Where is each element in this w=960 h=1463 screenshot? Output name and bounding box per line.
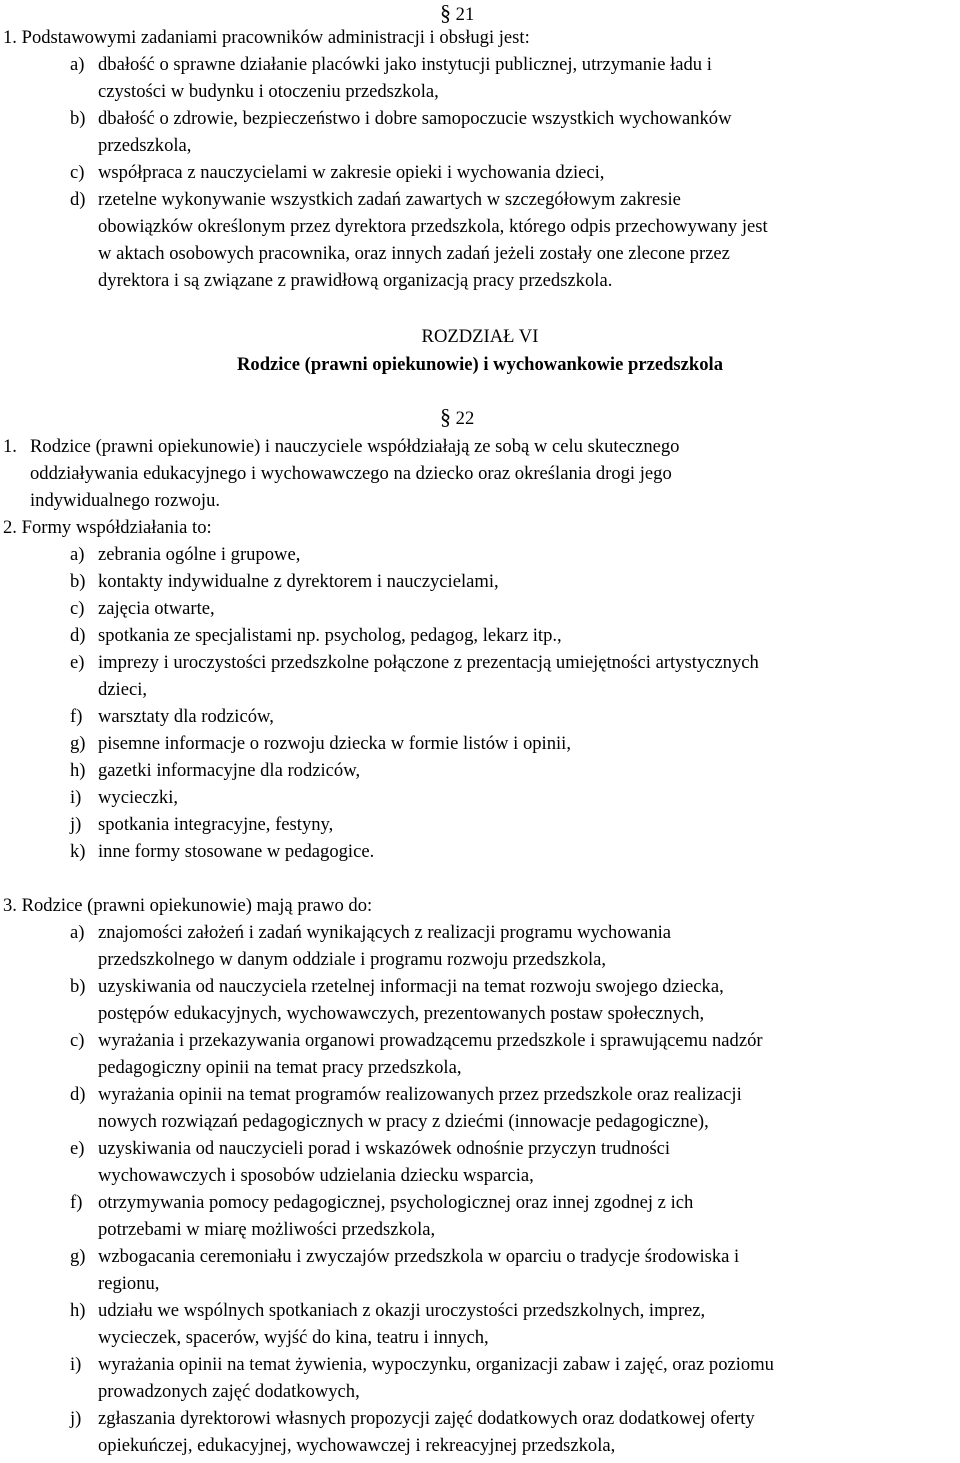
- list-marker: f): [70, 1192, 83, 1213]
- list-item-line: wyrażania opinii na temat żywienia, wypoczynku, organizacji zabaw i zajęć, oraz poziomu: [98, 1354, 774, 1375]
- list-item-line: inne formy stosowane w pedagogice.: [98, 841, 375, 862]
- list-item-line: otrzymywania pomocy pedagogicznej, psychologicznej oraz innej zgodnej z ich: [98, 1192, 694, 1213]
- list-marker: e): [70, 652, 85, 673]
- list-item-line: zebrania ogólne i grupowe,: [98, 544, 301, 565]
- paragraph-text: Formy współdziałania to:: [21, 517, 212, 538]
- list-item-line: wyrażania opinii na temat programów realizowanych przez przedszkole oraz realizacji: [98, 1084, 742, 1105]
- list-item-line: czystości w budynku i otoczeniu przedszkola,: [98, 81, 439, 102]
- section-number: 22: [455, 408, 475, 429]
- list-item-line: prowadzonych zajęć dodatkowych,: [98, 1381, 360, 1402]
- section-heading-22: [440, 404, 474, 432]
- list-item-line: wychowawczych i sposobów udzielania dziecku wsparcia,: [98, 1165, 534, 1186]
- list-item-line: przedszkolnego w danym oddziale i programu rozwoju przedszkola,: [98, 949, 607, 970]
- section-heading-21: [440, 0, 474, 28]
- list-marker: a): [70, 544, 85, 565]
- chapter-title: Rodzice (prawni opiekunowie) i wychowankowie przedszkola: [236, 354, 724, 375]
- list-item-line: udziału we wspólnych spotkaniach z okazji uroczystości przedszkolnych, imprez,: [98, 1300, 706, 1321]
- paragraph-text: Podstawowymi zadaniami pracowników administracji i obsługi jest:: [21, 27, 530, 48]
- list-item-line: uzyskiwania od nauczycieli porad i wskazówek odnośnie przyczyn trudności: [98, 1138, 671, 1159]
- list-item-line: obowiązków określonym przez dyrektora przedszkola, którego odpis przechowywany jest: [98, 216, 768, 237]
- list-marker: a): [70, 922, 85, 943]
- list-item-line: dyrektora i są związane z prawidłową organizacją pracy przedszkola.: [98, 270, 613, 291]
- list-item-line: spotkania ze specjalistami np. psycholog, pedagog, lekarz itp.,: [98, 625, 562, 646]
- list-item-line: zgłaszania dyrektorowi własnych propozycji zajęć dodatkowych oraz dodatkowej oferty: [98, 1408, 755, 1429]
- list-marker: d): [70, 625, 86, 646]
- list-marker: a): [70, 54, 85, 75]
- list-item-line: znajomości założeń i zadań wynikających z realizacji programu wychowania: [98, 922, 672, 943]
- list-marker: d): [70, 189, 86, 210]
- list-marker: e): [70, 1138, 85, 1159]
- list-marker: i): [70, 1354, 82, 1375]
- paragraph-number: 1.: [3, 27, 17, 48]
- s21-paragraph-1: [3, 25, 530, 51]
- list-marker: c): [70, 598, 85, 619]
- list-item-line: dzieci,: [98, 679, 148, 700]
- section-symbol: §: [440, 0, 451, 25]
- list-item-line: wycieczki,: [98, 787, 179, 808]
- list-item-line: współpraca z nauczycielami w zakresie opieki i wychowania dzieci,: [98, 162, 605, 183]
- list-item-line: wyrażania i przekazywania organowi prowadzącemu przedszkole i sprawującemu nadzór: [98, 1030, 763, 1051]
- list-item-line: wycieczek, spacerów, wyjść do kina, teatru i innych,: [98, 1327, 489, 1348]
- list-marker: j): [70, 1408, 82, 1429]
- list-marker: c): [70, 162, 85, 183]
- list-marker: h): [70, 760, 86, 781]
- section-number: 21: [455, 4, 475, 25]
- paragraph-text: Rodzice (prawni opiekunowie) mają prawo do:: [21, 895, 373, 916]
- list-item-line: postępów edukacyjnych, wychowawczych, prezentowanych postaw społecznych,: [98, 1003, 705, 1024]
- list-item-line: wzbogacania ceremoniału i zwyczajów przedszkola w oparciu o tradycje środowiska i: [98, 1246, 740, 1267]
- list-marker: k): [70, 841, 86, 862]
- list-item-line: imprezy i uroczystości przedszkolne połączone z prezentacją umiejętności artystycznych: [98, 652, 759, 673]
- list-item-line: w aktach osobowych pracownika, oraz innych zadań jeżeli zostały one zlecone przez: [98, 243, 730, 264]
- paragraph-number: 1.: [3, 436, 17, 457]
- paragraph-line: oddziaływania edukacyjnego i wychowawczego na dziecko oraz określania drogi jego: [30, 463, 672, 484]
- list-item-line: warsztaty dla rodziców,: [98, 706, 274, 727]
- list-marker: h): [70, 1300, 86, 1321]
- list-item-line: pedagogiczny opinii na temat pracy przedszkola,: [98, 1057, 462, 1078]
- list-marker: b): [70, 976, 86, 997]
- s22-paragraph-3: [3, 893, 372, 919]
- paragraph-number: 3.: [3, 895, 17, 916]
- list-item-line: dbałość o zdrowie, bezpieczeństwo i dobre samopoczucie wszystkich wychowanków: [98, 108, 732, 129]
- list-marker: d): [70, 1084, 86, 1105]
- list-marker: i): [70, 787, 82, 808]
- list-item-line: dbałość o sprawne działanie placówki jako instytucji publicznej, utrzymanie ładu i: [98, 54, 712, 75]
- list-item-line: rzetelne wykonywanie wszystkich zadań zawartych w szczegółowym zakresie: [98, 189, 681, 210]
- list-marker: c): [70, 1030, 85, 1051]
- list-item-line: potrzebami w miarę możliwości przedszkola,: [98, 1219, 436, 1240]
- list-item-line: nowych rozwiązań pedagogicznych w pracy z dziećmi (innowacje pedagogiczne),: [98, 1111, 709, 1132]
- paragraph-line: indywidualnego rozwoju.: [30, 490, 221, 511]
- list-item-line: kontakty indywidualne z dyrektorem i nauczycielami,: [98, 571, 499, 592]
- list-item-line: przedszkola,: [98, 135, 192, 156]
- list-marker: b): [70, 571, 86, 592]
- section-symbol: §: [440, 404, 451, 429]
- list-item-line: gazetki informacyjne dla rodziców,: [98, 760, 361, 781]
- list-item-line: opiekuńczej, edukacyjnej, wychowawczej i rekreacyjnej przedszkola,: [98, 1435, 616, 1456]
- paragraph-line: Rodzice (prawni opiekunowie) i nauczyciele współdziałają ze sobą w celu skutecznego: [30, 436, 680, 457]
- list-marker: b): [70, 108, 86, 129]
- list-item-line: uzyskiwania od nauczyciela rzetelnej informacji na temat rozwoju swojego dziecka,: [98, 976, 724, 997]
- list-item-line: zajęcia otwarte,: [98, 598, 215, 619]
- list-marker: g): [70, 1246, 86, 1267]
- list-marker: g): [70, 733, 86, 754]
- chapter-label: ROZDZIAŁ VI: [421, 326, 539, 347]
- list-item-line: spotkania integracyjne, festyny,: [98, 814, 334, 835]
- list-item-line: regionu,: [98, 1273, 160, 1294]
- s22-paragraph-2: [3, 515, 212, 541]
- list-item-line: pisemne informacje o rozwoju dziecka w formie listów i opinii,: [98, 733, 571, 754]
- list-marker: f): [70, 706, 83, 727]
- paragraph-number: 2.: [3, 517, 17, 538]
- list-marker: j): [70, 814, 82, 835]
